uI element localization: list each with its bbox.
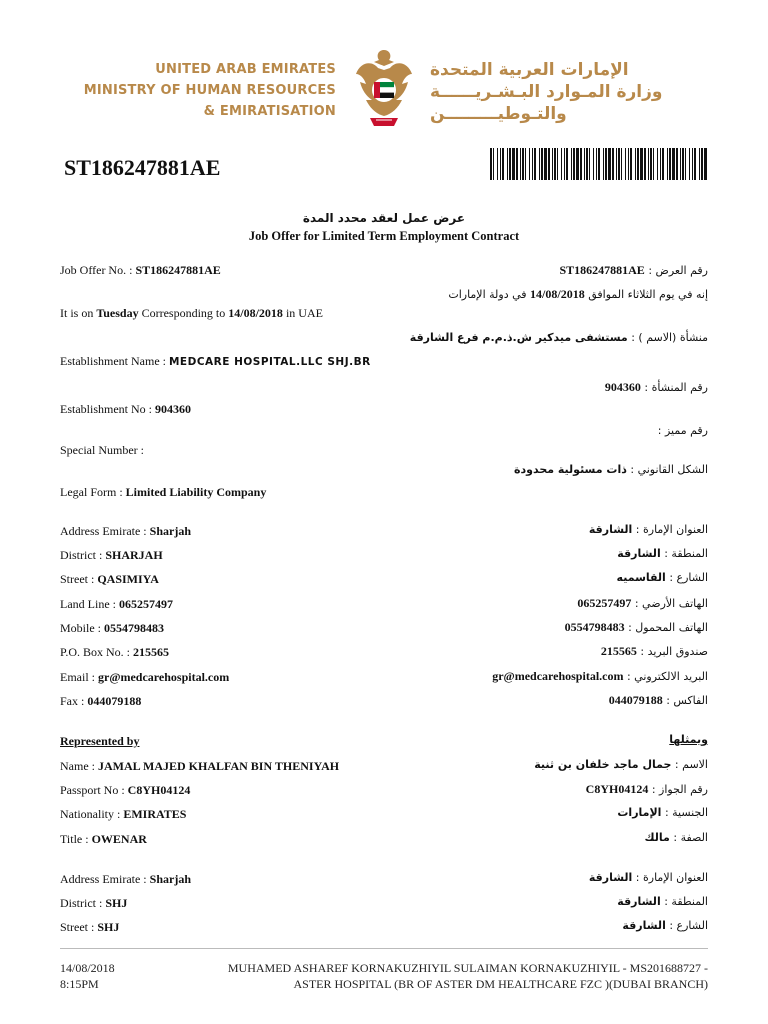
contact-row-emirate-ar: العنوان الإمارة : الشارقة <box>588 523 708 536</box>
rep-row-district-ar: المنطقة : الشارقة <box>617 895 708 908</box>
special-number: Special Number : <box>60 443 144 457</box>
contact-row-email-ar: البريد الالكتروني : gr@medcarehospital.com <box>492 669 708 683</box>
date-statement-ar: إنه في يوم الثلاثاء الموافق 14/08/2018 في دولة الإمارات <box>448 287 708 301</box>
rep-row-name: Name : JAMAL MAJED KHALFAN BIN THENIYAH <box>60 759 340 773</box>
legal-form-ar: الشكل القانوني : ذات مسئولية محدودة <box>513 463 708 476</box>
title-arabic: عرض عمل لعقد محدد المدة <box>302 211 466 225</box>
contact-row-street: Street : QASIMIYA <box>60 572 159 586</box>
contact-row-email: Email : gr@medcarehospital.com <box>60 670 230 684</box>
uae-emblem-falcon-icon <box>348 44 420 132</box>
contact-row-landline-ar: الهاتف الأرضي : 065257497 <box>577 596 708 610</box>
rep-row-name-ar: الاسم : جمال ماجد خلفان بن ثنية <box>534 758 708 771</box>
contact-row-district: District : SHARJAH <box>60 548 163 562</box>
header-en-line3: & EMIRATISATION <box>203 104 336 119</box>
date-statement: It is on Tuesday Corresponding to 14/08/2018 in UAE <box>60 306 323 320</box>
footer-divider <box>60 948 708 949</box>
rep-row-title: Title : OWENAR <box>60 832 147 846</box>
rep-row-district: District : SHJ <box>60 896 128 910</box>
job-offer-number-ar: رقم العرض : ST186247881AE <box>559 263 708 277</box>
contact-row-mobile-ar: الهاتف المحمول : 0554798483 <box>564 620 708 634</box>
header-ar-line3: والتـوطيـــــــــن <box>430 104 567 124</box>
contact-row-pobox: P.O. Box No. : 215565 <box>60 645 170 659</box>
rep-row-title-ar: الصفة : مالك <box>644 831 708 844</box>
contact-row-district-ar: المنطقة : الشارقة <box>617 547 708 560</box>
rep-row-passport-ar: رقم الجواز : C8YH04124 <box>585 782 708 796</box>
footer-user-line1: MUHAMED ASHAREF KORNAKUZHIYIL SULAIMAN KORNAKUZHIYIL - MS201688727 - <box>227 961 708 975</box>
contact-row-street-ar: الشارع : القاسميه <box>616 571 708 584</box>
header-en-line1: UNITED ARAB EMIRATES <box>155 62 336 77</box>
rep-row-passport: Passport No : C8YH04124 <box>60 783 191 797</box>
barcode-icon <box>490 148 708 180</box>
rep-row-emirate-ar: العنوان الإمارة : الشارقة <box>588 871 708 884</box>
establishment-no: Establishment No : 904360 <box>60 402 191 416</box>
contact-row-pobox-ar: صندوق البريد : 215565 <box>600 644 708 658</box>
footer-user-line2: ASTER HOSPITAL (BR OF ASTER DM HEALTHCARE FZC )(DUBAI BRANCH) <box>293 977 708 991</box>
legal-form: Legal Form : Limited Liability Company <box>60 485 267 499</box>
contact-row-fax: Fax : 044079188 <box>60 694 142 708</box>
header-ar-line2: وزارة المـوارد البـشـريــــــة <box>430 82 663 102</box>
establishment-no-ar: رقم المنشأة : 904360 <box>604 380 708 394</box>
contact-row-emirate: Address Emirate : Sharjah <box>60 524 191 538</box>
footer-time: 8:15PM <box>60 977 99 991</box>
establishment-name-ar: منشأة (الاسم ) : مستشفى ميدكير ش.ذ.م.م فرع الشارقة <box>409 331 708 344</box>
rep-row-emirate: Address Emirate : Sharjah <box>60 872 191 886</box>
job-offer-number: Job Offer No. : ST186247881AE <box>60 263 221 277</box>
header-ar-line1: الإمارات العربية المتحدة <box>430 60 629 80</box>
reference-number: ST186247881AE <box>64 155 221 180</box>
title-english: Job Offer for Limited Term Employment Contract <box>248 229 520 243</box>
rep-row-street-ar: الشارع : الشارقة <box>622 919 708 932</box>
represented-by-heading: Represented by <box>60 734 140 748</box>
header-en-line2: MINISTRY OF HUMAN RESOURCES <box>83 83 336 98</box>
rep-row-nationality-ar: الجنسية : الإمارات <box>617 806 708 819</box>
rep-row-nationality: Nationality : EMIRATES <box>60 807 187 821</box>
footer-date: 14/08/2018 <box>60 961 115 975</box>
special-number-ar: رقم مميز : <box>657 424 708 437</box>
rep-row-street: Street : SHJ <box>60 920 120 934</box>
contact-row-landline: Land Line : 065257497 <box>60 597 173 611</box>
contact-row-mobile: Mobile : 0554798483 <box>60 621 164 635</box>
contact-row-fax-ar: الفاكس : 044079188 <box>608 693 708 707</box>
represented-by-heading-ar: ويمثلها <box>669 733 708 746</box>
establishment-name: Establishment Name : MEDCARE HOSPITAL.LLC SHJ.BR <box>60 354 371 368</box>
